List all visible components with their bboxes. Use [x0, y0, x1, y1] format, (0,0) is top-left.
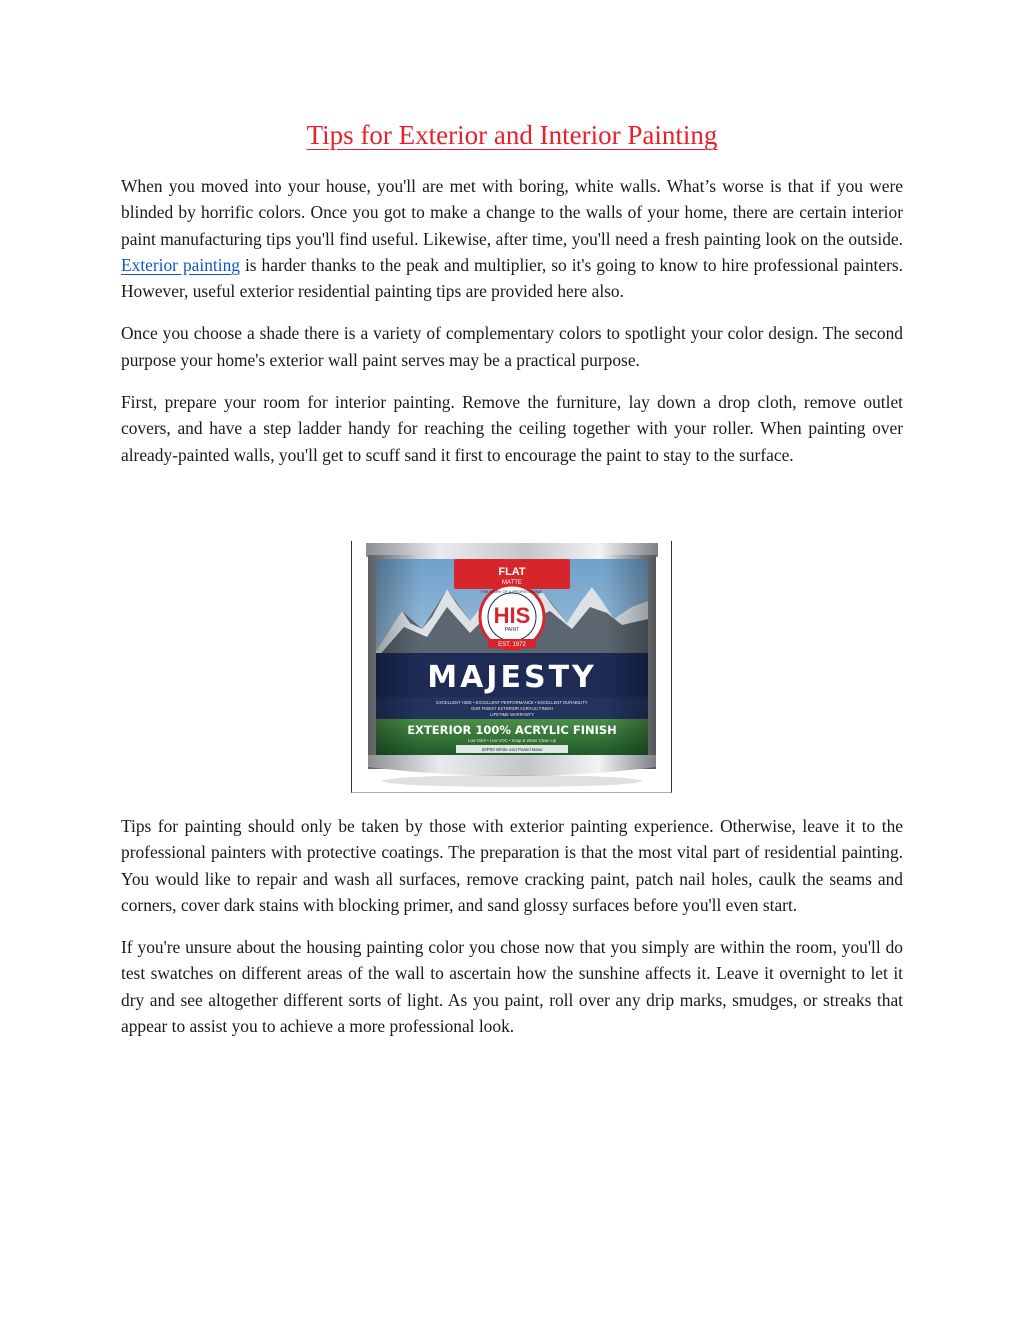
paragraph-4: Tips for painting should only be taken by those with exterior painting experience. Otherwise, leave it to the professional painters with protective coatings. The preparation is that the most vital part of residential painting. You would like to repair and wash all surfaces, remove cracking paint, patch nail holes, caulk the seams and corners, cover dark stains with blocking primer, and sand glossy surfaces before you'll even start. — [121, 816, 903, 915]
paragraph-1 — [121, 173, 903, 304]
paragraph-1-text-a: When you moved into your house, you'll are met with boring, white walls. What’s worse is that if you were blinded by horrific colors. Once you got to make a change to the walls of your home, there are certain interior paint manufacturing tips you'll find useful. Likewise, after time, you'll need a fresh painting look on the outside. — [121, 176, 903, 249]
paragraph-3: First, prepare your room for interior painting. Remove the furniture, lay down a drop cloth, remove outlet covers, and have a step ladder handy for reaching the ceiling together with your roller. When painting over already-painted walls, you'll get to scuff sand it first to encourage the paint to stay to the surface. — [121, 392, 903, 465]
body-text-bottom — [121, 813, 903, 1055]
paragraph-1-text-b: is harder thanks to the peak and multiplier, so it's going to know to hire professional painters. However, useful exterior residential painting tips are provided here also. — [121, 254, 903, 302]
exterior-painting-link[interactable]: Exterior painting — [121, 254, 240, 275]
page-title: Tips for Exterior and Interior Painting — [306, 120, 718, 150]
body-text-top — [121, 173, 903, 484]
paragraph-5: If you're unsure about the housing painting color you chose now that you simply are within the room, you'll do test swatches on different areas of the wall to ascertain how the sunshine affects it. Leave it overnight to let it dry and see altogether different sorts of light. As you paint, roll over any drip marks, smudges, or streaks that appear to assist you to achieve a more professional look. — [121, 937, 903, 1037]
paragraph-2: Once you choose a shade there is a variety of complementary colors to spotlight your color design. The second purpose your home's exterior wall paint serves may be a practical purpose. — [121, 323, 903, 370]
paint-can-image — [351, 541, 672, 793]
